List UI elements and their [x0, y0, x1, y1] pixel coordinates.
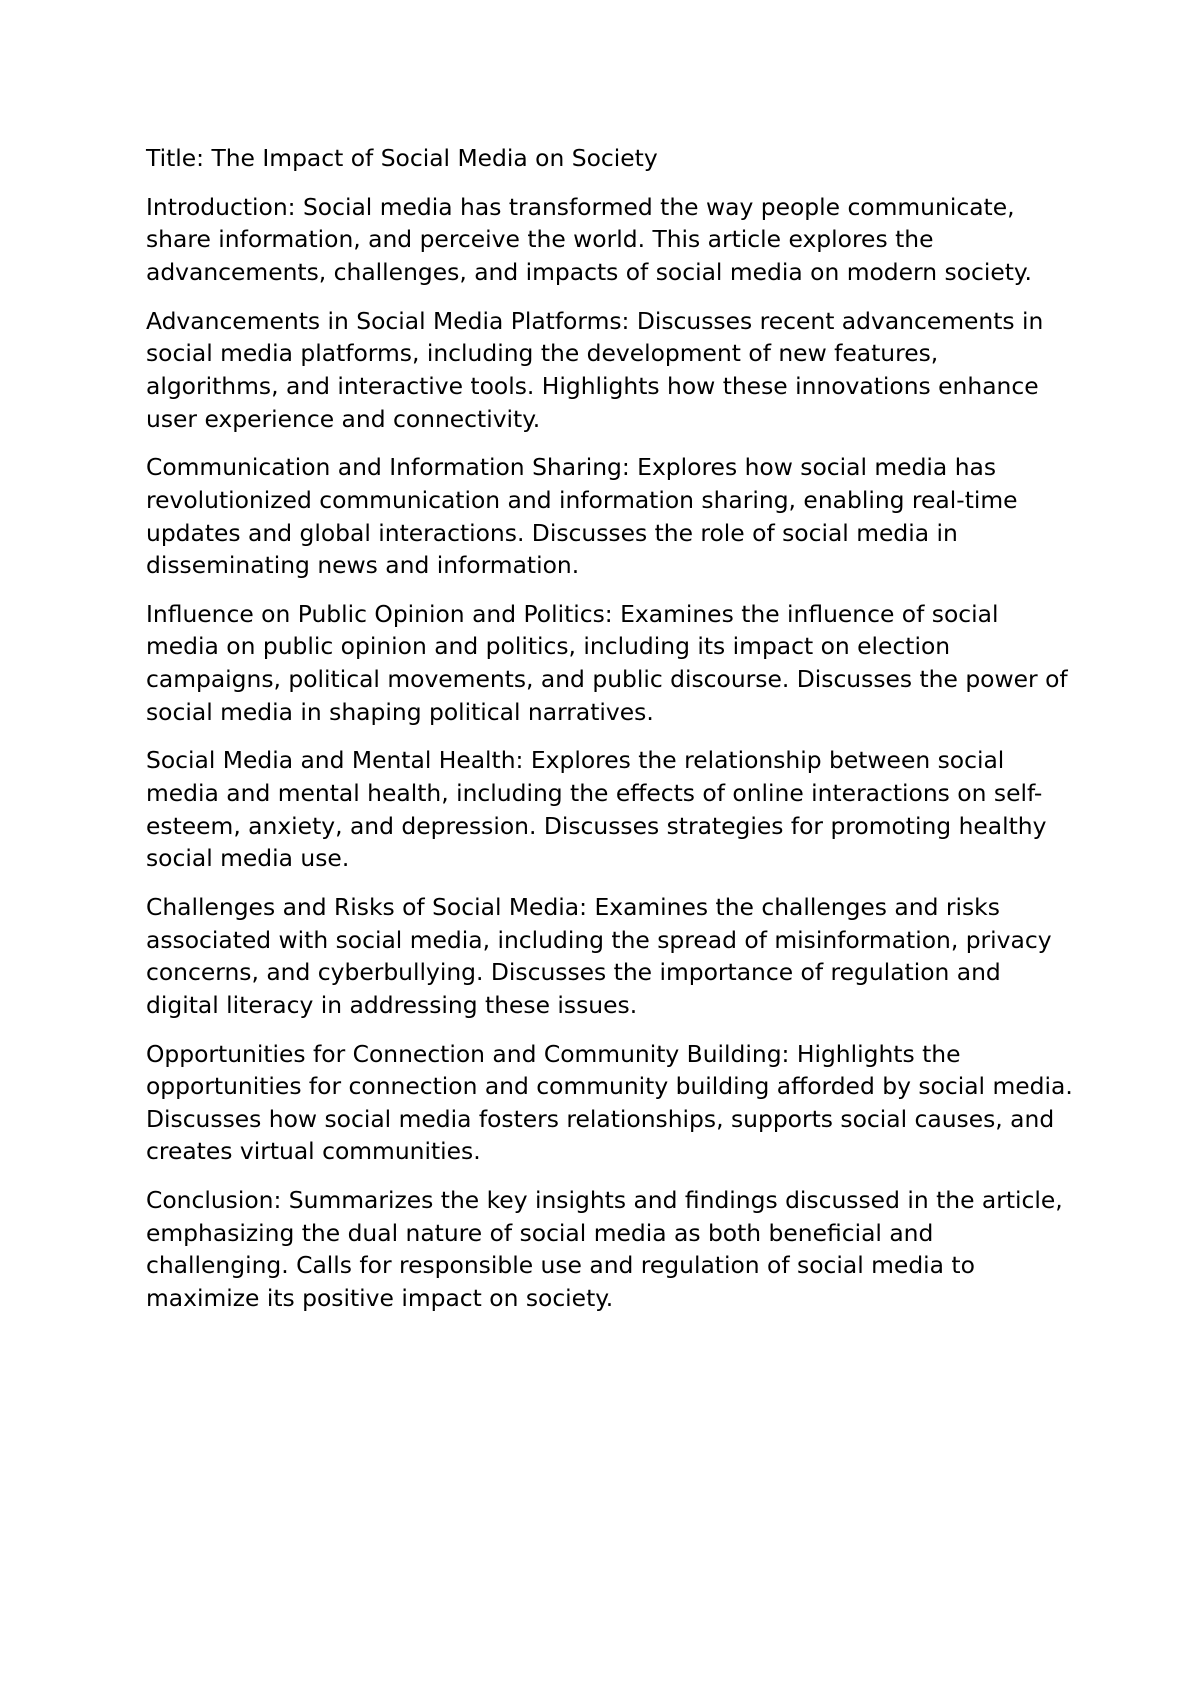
- document-body: [146, 142, 1076, 1331]
- paragraph-mental-health: Social Media and Mental Health: Explores the relationship between social media and mental health, including the effects of online interactions on self-esteem, anxiety, and depression. Discusses strategies for promoting healthy social media use.: [146, 746, 1047, 873]
- paragraph-challenges: Challenges and Risks of Social Media: Examines the challenges and risks associated with social media, including the spread of misinformation, privacy concerns, and cyberbullying. Discusses the importance of regulation and digital literacy in addressing these issues.: [146, 893, 1052, 1019]
- paragraph-communication: Communication and Information Sharing: Explores how social media has revolutionized communication and information sharing, enabling real-time updates and global interactions. Discusses the role of social media in disseminating news and information.: [146, 453, 1018, 580]
- paragraph-advancements: Advancements in Social Media Platforms: Discusses recent advancements in social media platforms, including the development of new features, algorithms, and interactive tools. Highlights how these innovations enhance user experience and connectivity.: [146, 306, 1044, 433]
- paragraph-opportunities: Opportunities for Connection and Community Building: Highlights the opportunities for connection and community building afforded by social media. Discusses how social media fosters relationships, supports social causes, and creates virtual communities.: [146, 1039, 1073, 1166]
- document-title: Title: The Impact of Social Media on Society: [146, 144, 658, 172]
- paragraph-introduction: Introduction: Social media has transformed the way people communicate, share information, and perceive the world. This article explores the advancements, challenges, and impacts of social media on modern society.: [146, 192, 1032, 286]
- paragraph-public-opinion: Influence on Public Opinion and Politics: Examines the influence of social media on public opinion and politics, including its impact on election campaigns, political movements, and public discourse. Discusses the power of social media in shaping political narratives.: [146, 599, 1068, 726]
- paragraph-conclusion: Conclusion: Summarizes the key insights and findings discussed in the article, emphasizing the dual nature of social media as both beneficial and challenging. Calls for responsible use and regulation of social media to maximize its positive impact on society.: [146, 1186, 1063, 1312]
